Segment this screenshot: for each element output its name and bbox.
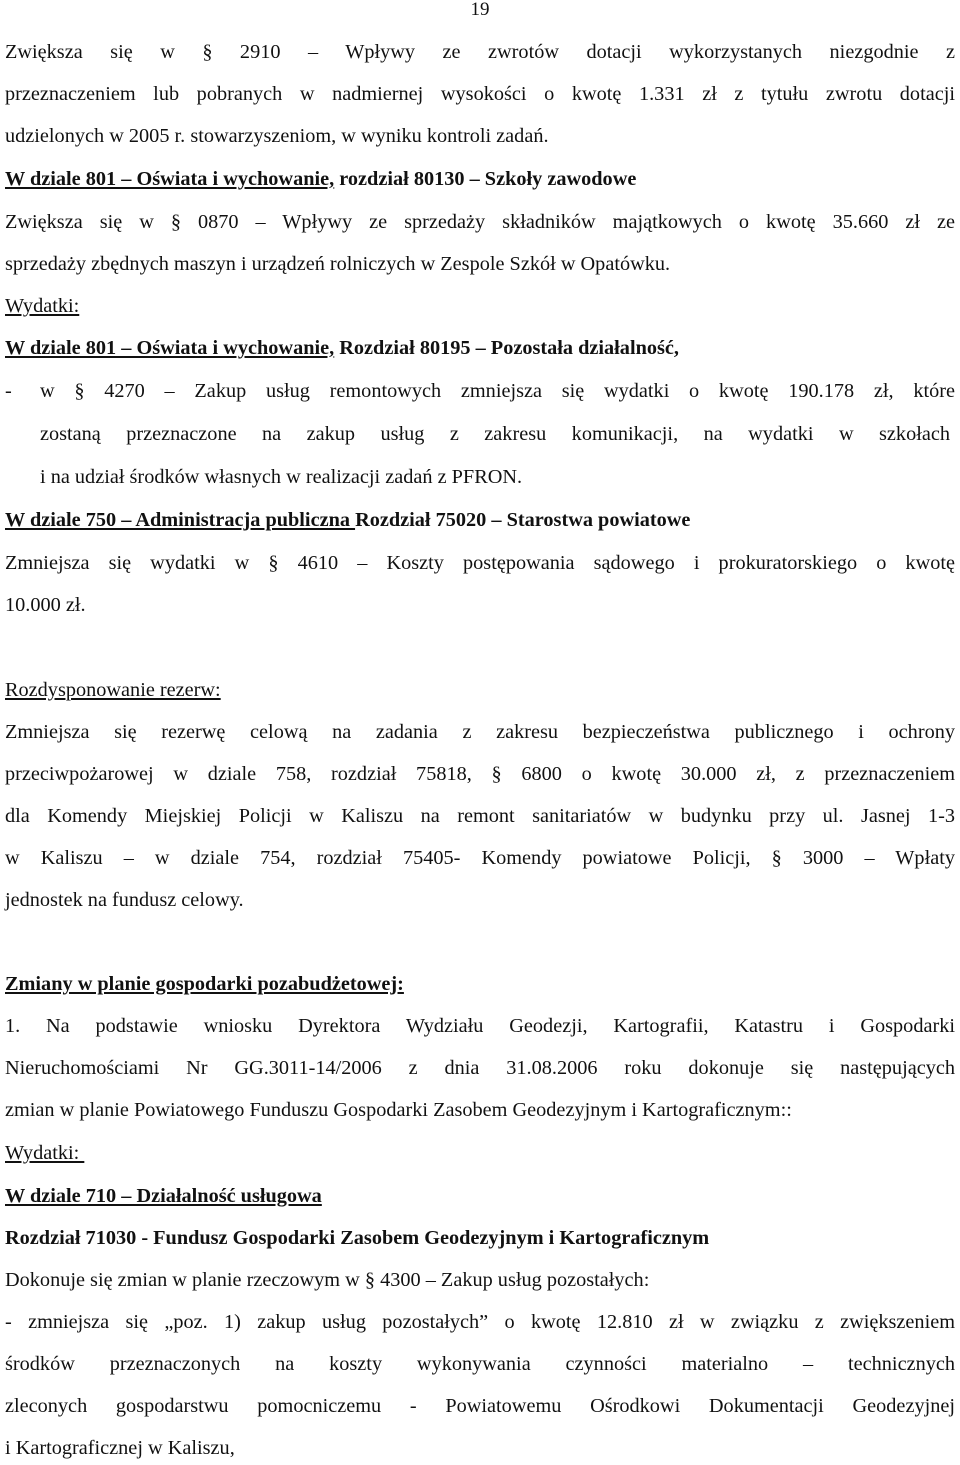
paragraph-line: Zwiększa się w § 0870 – Wpływy ze sprzedaży składników majątkowych o kwotę 35.660 zł ze	[5, 211, 955, 233]
paragraph-line: zmian w planie Powiatowego Funduszu Gospodarki Zasobem Geodezyjnym i Kartograficznym::	[5, 1099, 792, 1121]
heading-rozdzial: rozdział 80130 – Szkoły zawodowe	[334, 168, 637, 190]
paragraph-line: Zwiększa się w § 2910 – Wpływy ze zwrotów dotacji wykorzystanych niezgodnie z	[5, 41, 955, 63]
paragraph-line: w Kaliszu – w dziale 754, rozdział 75405- Komendy powiatowe Policji, § 3000 – Wpłaty	[5, 847, 955, 869]
paragraph-line: Zmniejsza się rezerwę celową na zadania z zakresu bezpieczeństwa publicznego i ochrony	[5, 721, 955, 743]
heading-rozdzial: Rozdział 80195 – Pozostała działalność,	[334, 337, 679, 359]
rezerwy-heading: Rozdysponowanie rezerw:	[5, 679, 221, 701]
paragraph-line: sprzedaży zbędnych maszyn i urządzeń rolniczych w Zespole Szkół w Opatówku.	[5, 253, 671, 275]
paragraph-line: dla Komendy Miejskiej Policji w Kaliszu na remont sanitariatów w budynku przy ul. Jasnej 1-3	[5, 805, 955, 827]
zmiany-heading: Zmiany w planie gospodarki pozabudżetowej:	[5, 973, 404, 995]
paragraph-line: przeciwpożarowej w dziale 758, rozdział 75818, § 6800 o kwotę 30.000 zł, z przeznaczeniem	[5, 763, 955, 785]
list-bullet: -	[5, 380, 12, 402]
section-heading-71030: Rozdział 71030 - Fundusz Gospodarki Zasobem Geodezyjnym i Kartograficznym	[5, 1227, 710, 1249]
heading-dzial: W dziale 750 – Administracja publiczna	[5, 509, 356, 531]
list-item-line: zostaną przeznaczone na zakup usług z zakresu komunikacji, na wydatki w szkołach	[40, 423, 950, 445]
heading-dzial: W dziale 801 – Oświata i wychowanie,	[5, 168, 335, 190]
section-heading-710: W dziale 710 – Działalność usługowa	[5, 1185, 322, 1207]
paragraph-line: 1. Na podstawie wniosku Dyrektora Wydziału Geodezji, Kartografii, Katastru i Gospodarki	[5, 1015, 955, 1037]
paragraph-line: Zmniejsza się wydatki w § 4610 – Koszty postępowania sądowego i prokuratorskiego o kwotę	[5, 552, 955, 574]
list-item-line: i na udział środków własnych w realizacji zadań z PFRON.	[40, 466, 523, 488]
section-heading-801	[5, 165, 955, 193]
paragraph-line: Dokonuje się zmian w planie rzeczowym w § 4300 – Zakup usług pozostałych:	[5, 1269, 650, 1291]
wydatki-heading-2: Wydatki:	[5, 1142, 85, 1164]
wydatki-heading: Wydatki:	[5, 295, 80, 317]
heading-dzial: W dziale 801 – Oświata i wychowanie,	[5, 337, 335, 359]
paragraph-line: 10.000 zł.	[5, 594, 86, 616]
paragraph-line: zleconych gospodarstwu pomocniczemu - Powiatowemu Ośrodkowi Dokumentacji Geodezyjnej	[5, 1395, 955, 1417]
paragraph-line: i Kartograficznej w Kaliszu,	[5, 1437, 235, 1459]
page-number: 19	[470, 0, 490, 20]
paragraph-line: jednostek na fundusz celowy.	[5, 889, 244, 911]
section-heading-801-80195	[5, 334, 955, 362]
paragraph-line: przeznaczeniem lub pobranych w nadmiernej wysokości o kwotę 1.331 zł z tytułu zwrotu dotacji	[5, 83, 955, 105]
paragraph-line: - zmniejsza się „poz. 1) zakup usług pozostałych” o kwotę 12.810 zł w związku z zwiększeniem	[5, 1311, 955, 1333]
paragraph-line: Nieruchomościami Nr GG.3011-14/2006 z dnia 31.08.2006 roku dokonuje się następujących	[5, 1057, 955, 1079]
list-item-line: w § 4270 – Zakup usług remontowych zmniejsza się wydatki o kwotę 190.178 zł, które	[40, 380, 955, 402]
paragraph-line: udzielonych w 2005 r. stowarzyszeniom, w wyniku kontroli zadań.	[5, 125, 549, 147]
paragraph-line: środków przeznaczonych na koszty wykonywania czynności materialno – technicznych	[5, 1353, 955, 1375]
section-heading-750	[5, 506, 955, 534]
heading-rozdzial: Rozdział 75020 – Starostwa powiatowe	[355, 509, 691, 531]
